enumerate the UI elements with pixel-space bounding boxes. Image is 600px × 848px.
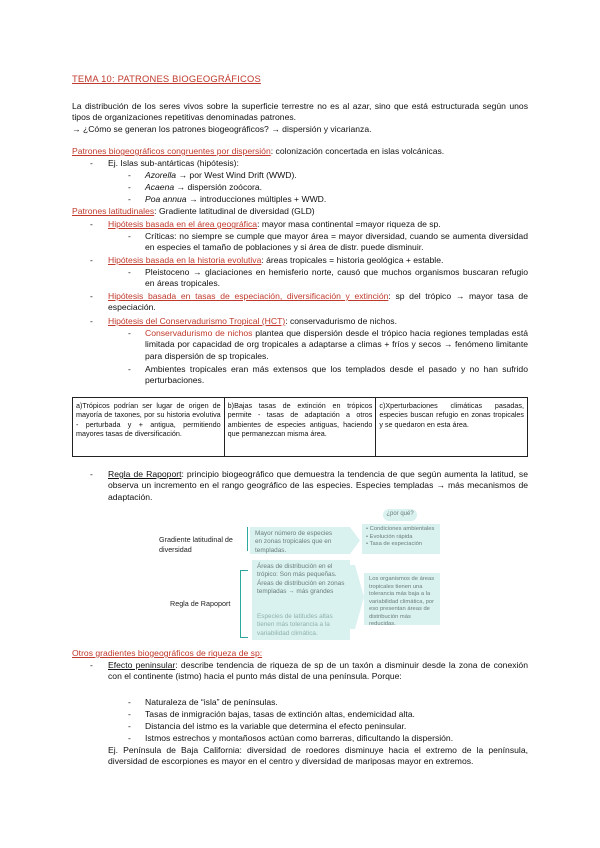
diagram-why-list: [362, 524, 440, 554]
dash-bullet: -: [90, 219, 93, 229]
example-item: [145, 182, 262, 193]
arrow-right-icon: [342, 527, 360, 554]
example-item: [145, 194, 326, 205]
dash-bullet: -: [128, 182, 131, 192]
species-text: → por West Wind Drift (WWD).: [176, 170, 297, 180]
hypothesis-text: : conservadurismo de nichos.: [285, 316, 397, 326]
hypothesis-text: : mayor masa continental =mayor riqueza de sp.: [257, 219, 441, 229]
page-title: TEMA 10: PATRONES BIOGEOGRÁFICOS: [72, 73, 261, 84]
dash-bullet: -: [90, 660, 93, 670]
dash-bullet: -: [128, 328, 131, 338]
table-cell-b: b)Bajas tasas de extinción en trópicos permite - tasas de adaptación a otros ambientes de especies antiguas, haciendo que permanezcan misma área.: [225, 398, 377, 456]
congruentes-text: : colonización concertada en islas volcánicas.: [270, 146, 445, 156]
diagram-box-explanation: Los organismos de áreas tropicales tienen una tolerancia más baja a la variabilidad climática, por eso presentan áreas de distribución más reducidas.: [364, 573, 440, 625]
peninsular-label: Efecto peninsular: [108, 660, 176, 670]
hypothesis-sub: [145, 328, 528, 362]
peninsular-item: Istmos estrechos y montañosos actúan como barreras, dificultando la dispersión.: [145, 733, 454, 743]
dash-bullet: -: [128, 170, 131, 180]
dash-bullet: -: [90, 469, 93, 479]
example-item: [145, 170, 297, 181]
dash-bullet: -: [128, 194, 131, 204]
dash-bullet: -: [128, 267, 131, 277]
dash-bullet: -: [128, 231, 131, 241]
diagram-box-areas: Áreas de distribución en el trópico: Son más pequeñas. Áreas de distribución en zonas templadas → más grandes: [252, 560, 350, 610]
dash-bullet: -: [128, 721, 131, 731]
why-item: • Tasa de especiación: [366, 541, 436, 549]
species-text: → dispersión zoócora.: [174, 182, 263, 192]
congruentes-label: Patrones biogeográficos congruentes por dispersión: [72, 146, 271, 156]
dash-bullet: -: [90, 291, 93, 301]
hypothesis-text: : áreas tropicales = historia geológica + estable.: [261, 255, 444, 265]
intro-paragraph: La distribución de los seres vivos sobre la superficie terrestre no es al azar, sino que está estructurada según unos tipos de organizaciones repetitivas denominadas patrones.: [72, 101, 528, 123]
peninsular-example: Ej. Península de Baja California: diversidad de roedores disminuye hacia el extremo de la península, diversidad de escorpiones es mayor en el centro y diversidad de mariposas mayor en extremos.: [108, 745, 528, 767]
otros-heading: [72, 648, 528, 659]
hypothesis-sub: Pleistoceno → glaciaciones en hemisferio norte, causó que muchos organismos buscaran refugio en áreas tropicales.: [145, 267, 528, 289]
diagram-connector: [240, 637, 248, 638]
intro-question: → ¿Cómo se generan los patrones biogeográficos? → dispersión y vicarianza.: [72, 124, 372, 134]
dash-bullet: -: [90, 255, 93, 265]
latitudinales-label: Patrones latitudinales: [72, 206, 155, 216]
dash-bullet: -: [128, 733, 131, 743]
dash-bullet: -: [90, 316, 93, 326]
hypothesis-label: Hipótesis del Conservadurismo Tropical (HCT): [108, 316, 286, 326]
peninsular-item: Naturaleza de “isla” de penínsulas.: [145, 697, 278, 707]
diagram-connector: [240, 570, 248, 571]
dash-bullet: -: [90, 158, 93, 168]
dash-bullet: -: [128, 364, 131, 374]
species-text: → introducciones múltiples + WWD.: [186, 194, 327, 204]
why-item: • Evolución rápida: [366, 534, 436, 542]
dash-bullet: -: [128, 697, 131, 707]
rapoport-text: : principio biogeográfico que demuestra la tendencia de que según aumenta la latitud, se observa un incremento en el rango geográfico de las especies. Especies templadas → más mecanismos de adaptación.: [108, 469, 528, 502]
diagram-connector: [240, 570, 241, 638]
table-cell-c: c)Xperturbaciones climáticas pasadas, especies buscan refugio en zonas tropicales y se quedaron en esta área.: [379, 401, 525, 429]
latitudinales-heading: [72, 206, 528, 217]
hypothesis-hct: [108, 316, 397, 327]
peninsular-item: Tasas de inmigración bajas, tasas de extinción altas, endemicidad alta.: [145, 709, 415, 719]
congruentes-heading: [72, 146, 528, 157]
congruentes-example: Ej. Islas sub-antárticas (hipótesis):: [108, 158, 239, 168]
diagram-box-tolerance: Especies de latitudes altas tienen más tolerancia a la variabilidad climática.: [252, 610, 350, 640]
diagram-label-rapoport: Regla de Rapoport: [170, 599, 231, 608]
otros-label: Otros gradientes biogeográficos de riqueza de sp:: [72, 648, 263, 658]
hypothesis-history: [108, 255, 443, 266]
species-name: Azorella: [145, 170, 177, 180]
species-name: Poa annua: [145, 194, 187, 204]
hypothesis-sub: Críticas: no siempre se cumple que mayor área = mayor diversidad, cuando se aumenta diversidad en especies el tamaño de poblaciones y si área de distr. puede disminuir.: [145, 231, 528, 253]
diagram-connector: [247, 527, 248, 551]
niche-label: Conservadurismo de nichos: [145, 328, 253, 338]
hypothesis-area: [108, 219, 441, 230]
diagram-box-gradient: Mayor número de especies en zonas tropicales que en templadas.: [250, 527, 342, 554]
hypothesis-rates: [108, 291, 528, 314]
hypothesis-text: : sp del trópico → mayor tasa de especiación.: [108, 291, 528, 313]
rapoport-paragraph: [108, 469, 528, 503]
table-cell-a: a)Trópicos podrían ser lugar de origen de mayoría de taxones, por su historia evolutiva - perturbada y + antigua, permitiendo mayores tasas de diversificación.: [73, 398, 225, 456]
peninsular-paragraph: [108, 660, 528, 683]
niche-text: plantea que dispersión desde el trópico hacia regiones templadas está limitada por capacidad de org tropicales a adaptarse a climas + fríos y secos → fenómeno limitante para dispersión de sp tropicales.: [145, 328, 528, 361]
hypothesis-label: Hipótesis basada en el área geográfica: [108, 219, 258, 229]
arrow-right-icon: [350, 565, 364, 629]
hypothesis-sub: Ambientes tropicales eran más extensos que los templados desde el pasado y no han sufrido perturbaciones.: [145, 364, 528, 386]
diagram-label-gradient: Gradiente latitudinal de diversidad: [159, 535, 233, 554]
why-item: • Condiciones ambientales: [366, 526, 436, 534]
rapoport-label: Regla de Rapoport: [108, 469, 182, 479]
species-name: Acaena: [145, 182, 175, 192]
diagram-why-bubble: ¿por qué?: [383, 509, 417, 521]
latitudinales-text: : Gradiente latitudinal de diversidad (GLD): [154, 206, 315, 216]
hypotheses-table: [72, 397, 528, 457]
peninsular-item: Distancia del istmo es la variable que determina el efecto peninsular.: [145, 721, 407, 731]
hypothesis-label: Hipótesis basada en tasas de especiación, diversificación y extinción: [108, 291, 389, 301]
peninsular-text: : describe tendencia de riqueza de sp de un taxón a disminuir desde la zona de conexión con el continente (istmo) hacia el punto más distal de una península. Porque:: [108, 660, 528, 682]
hypothesis-label: Hipótesis basada en la historia evolutiva: [108, 255, 262, 265]
dash-bullet: -: [128, 709, 131, 719]
